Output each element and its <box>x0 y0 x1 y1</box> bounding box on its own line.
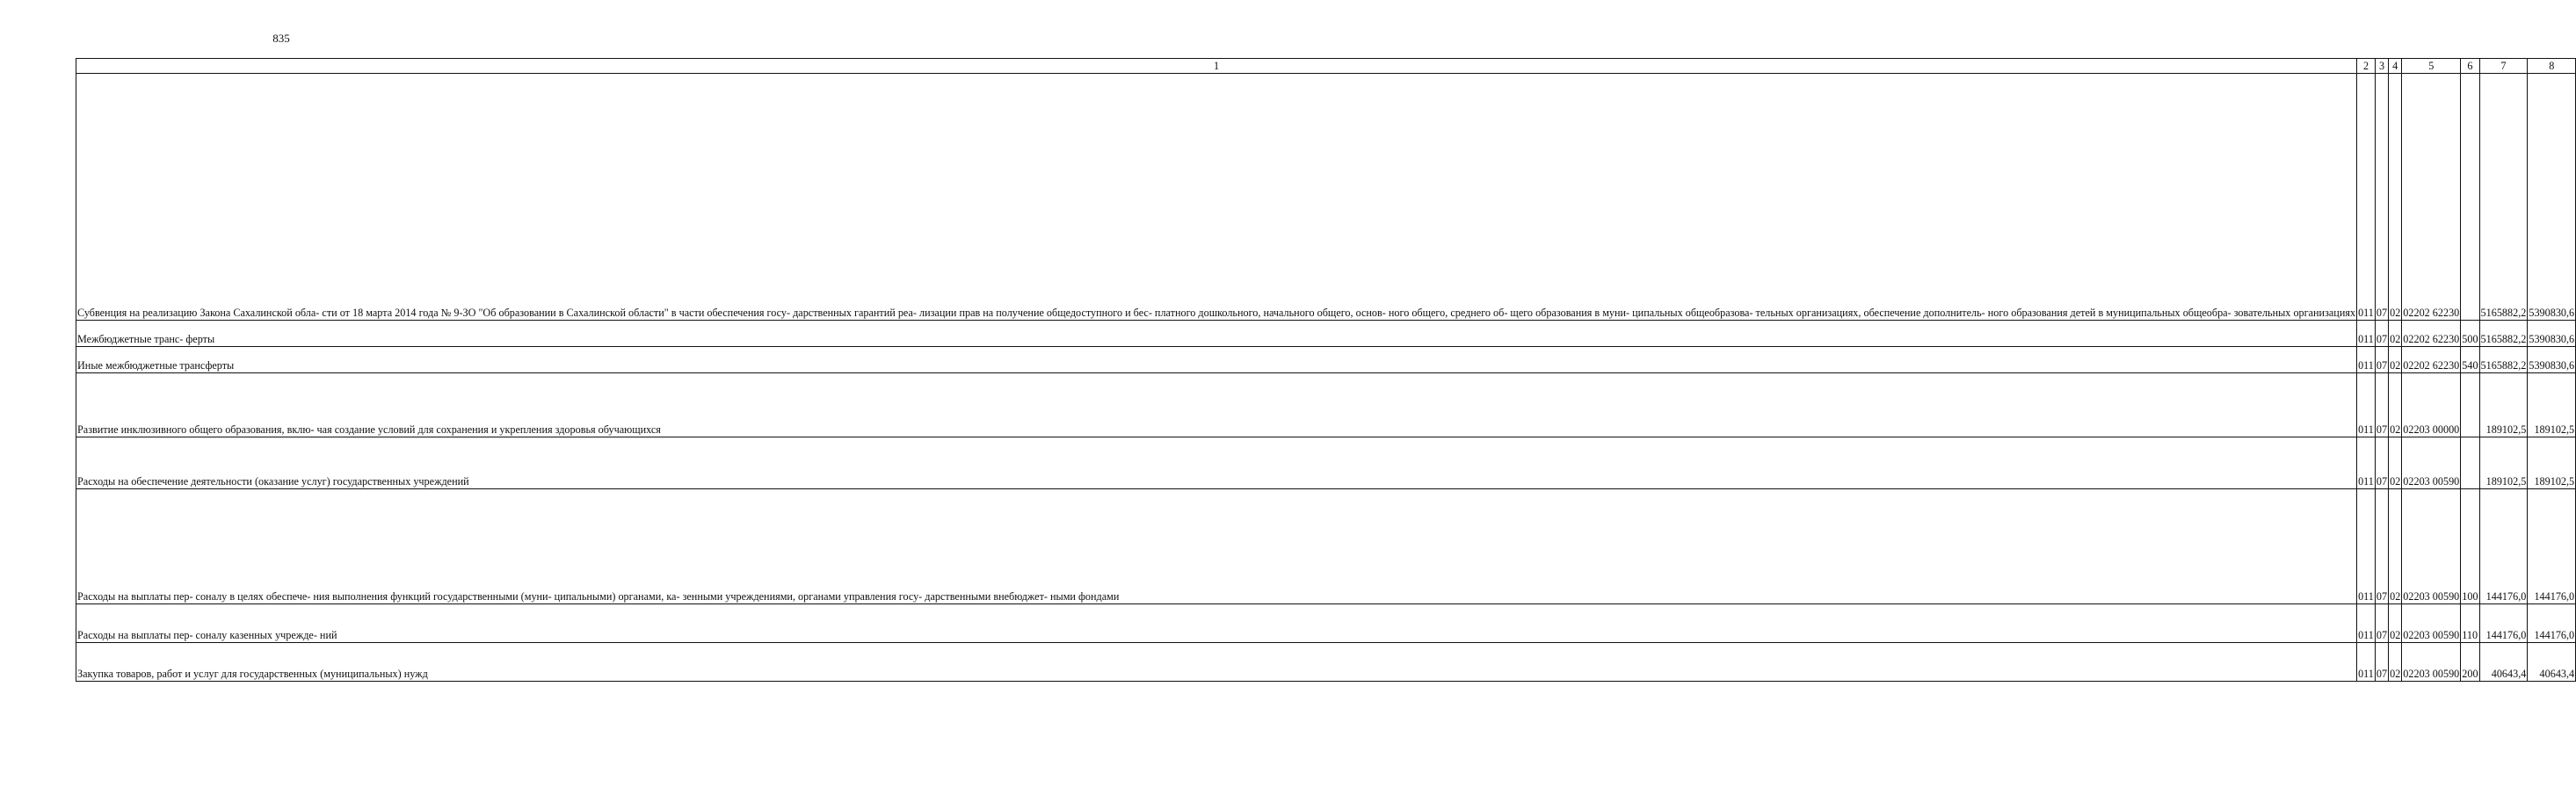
row-name-cell: Иные межбюджетные трансферты <box>76 347 2357 373</box>
amount-year-1-cell: 5165882,2 <box>2479 74 2528 321</box>
amount-year-2-cell: 40643,4 <box>2528 643 2576 682</box>
column-header: 2 <box>2357 59 2376 74</box>
column-header: 5 <box>2402 59 2461 74</box>
target-article-cell: 02203 00590 <box>2402 437 2461 489</box>
target-article-cell: 02203 00590 <box>2402 643 2461 682</box>
expense-type-cell <box>2461 74 2479 321</box>
section-code-cell: 07 <box>2375 489 2388 604</box>
row-name-cell: Межбюджетные транс- ферты <box>76 321 2357 347</box>
section-code-cell: 07 <box>2375 643 2388 682</box>
ministry-code-cell: 011 <box>2357 489 2376 604</box>
section-code-cell: 07 <box>2375 74 2388 321</box>
ministry-code-cell: 011 <box>2357 347 2376 373</box>
table-row <box>76 321 2576 347</box>
target-article-cell: 02203 00590 <box>2402 489 2461 604</box>
target-article-cell: 02202 62230 <box>2402 347 2461 373</box>
amount-year-2-cell: 189102,5 <box>2528 373 2576 437</box>
table-row <box>76 489 2576 604</box>
ministry-code-cell: 011 <box>2357 604 2376 643</box>
expense-type-cell: 200 <box>2461 643 2479 682</box>
row-name-cell: Закупка товаров, работ и услуг для государственных (муниципальных) нужд <box>76 643 2357 682</box>
section-code-cell: 07 <box>2375 373 2388 437</box>
table-row <box>76 604 2576 643</box>
subsection-code-cell: 02 <box>2389 489 2402 604</box>
column-header: 7 <box>2479 59 2528 74</box>
target-article-cell: 02202 62230 <box>2402 74 2461 321</box>
column-header: 6 <box>2461 59 2479 74</box>
expense-type-cell: 540 <box>2461 347 2479 373</box>
subsection-code-cell: 02 <box>2389 643 2402 682</box>
column-header: 1 <box>76 59 2357 74</box>
amount-year-1-cell: 189102,5 <box>2479 373 2528 437</box>
table-row <box>76 74 2576 321</box>
table-row <box>76 643 2576 682</box>
amount-year-1-cell: 144176,0 <box>2479 604 2528 643</box>
ministry-code-cell: 011 <box>2357 437 2376 489</box>
subsection-code-cell: 02 <box>2389 347 2402 373</box>
amount-year-1-cell: 5165882,2 <box>2479 347 2528 373</box>
amount-year-1-cell: 144176,0 <box>2479 489 2528 604</box>
row-name-cell: Развитие инклюзивного общего образования, вклю- чая создание условий для сохранения и укрепления здоровья обучающихся <box>76 373 2357 437</box>
expense-type-cell: 500 <box>2461 321 2479 347</box>
expense-type-cell: 100 <box>2461 489 2479 604</box>
expense-type-cell <box>2461 373 2479 437</box>
amount-year-1-cell: 40643,4 <box>2479 643 2528 682</box>
table-row <box>76 437 2576 489</box>
ministry-code-cell: 011 <box>2357 643 2376 682</box>
subsection-code-cell: 02 <box>2389 437 2402 489</box>
column-header: 8 <box>2528 59 2576 74</box>
amount-year-2-cell: 144176,0 <box>2528 604 2576 643</box>
row-name-cell: Субвенция на реализацию Закона Сахалинской обла- сти от 18 марта 2014 года № 9-ЗО "Об образовании в Сахалинской области" в части обеспечения госу- дарственных гарантий реа- лизации прав на получение общедоступного и бес- платного дошкольного, начального общего, основ- ного общего, среднего об- щего образования в муни- ципальных общеобразова- тельных организациях, обеспечение дополнитель- ного образования детей в муниципальных общеобра- зовательных организациях <box>76 74 2357 321</box>
row-name-cell: Расходы на выплаты пер- соналу в целях обеспече- ния выполнения функций государственными (муни- ципальными) органами, ка- зенными учреждениями, органами управления госу- дарственными внебюджет- ными фондами <box>76 489 2357 604</box>
subsection-code-cell: 02 <box>2389 604 2402 643</box>
target-article-cell: 02202 62230 <box>2402 321 2461 347</box>
target-article-cell: 02203 00590 <box>2402 604 2461 643</box>
table-header-row <box>76 59 2576 74</box>
amount-year-2-cell: 5390830,6 <box>2528 321 2576 347</box>
amount-year-1-cell: 5165882,2 <box>2479 321 2528 347</box>
section-code-cell: 07 <box>2375 321 2388 347</box>
row-name-cell: Расходы на обеспечение деятельности (оказание услуг) государственных учреждений <box>76 437 2357 489</box>
amount-year-1-cell: 189102,5 <box>2479 437 2528 489</box>
table-row <box>76 373 2576 437</box>
row-name-cell: Расходы на выплаты пер- соналу казенных учрежде- ний <box>76 604 2357 643</box>
subsection-code-cell: 02 <box>2389 373 2402 437</box>
section-code-cell: 07 <box>2375 437 2388 489</box>
subsection-code-cell: 02 <box>2389 74 2402 321</box>
amount-year-2-cell: 144176,0 <box>2528 489 2576 604</box>
expense-type-cell <box>2461 437 2479 489</box>
section-code-cell: 07 <box>2375 347 2388 373</box>
page-number: 835 <box>272 32 290 45</box>
ministry-code-cell: 011 <box>2357 74 2376 321</box>
table-row <box>76 347 2576 373</box>
subsection-code-cell: 02 <box>2389 321 2402 347</box>
amount-year-2-cell: 5390830,6 <box>2528 74 2576 321</box>
budget-table <box>76 58 2576 682</box>
column-header: 3 <box>2375 59 2388 74</box>
amount-year-2-cell: 5390830,6 <box>2528 347 2576 373</box>
expense-type-cell: 110 <box>2461 604 2479 643</box>
section-code-cell: 07 <box>2375 604 2388 643</box>
ministry-code-cell: 011 <box>2357 321 2376 347</box>
amount-year-2-cell: 189102,5 <box>2528 437 2576 489</box>
column-header: 4 <box>2389 59 2402 74</box>
ministry-code-cell: 011 <box>2357 373 2376 437</box>
target-article-cell: 02203 00000 <box>2402 373 2461 437</box>
